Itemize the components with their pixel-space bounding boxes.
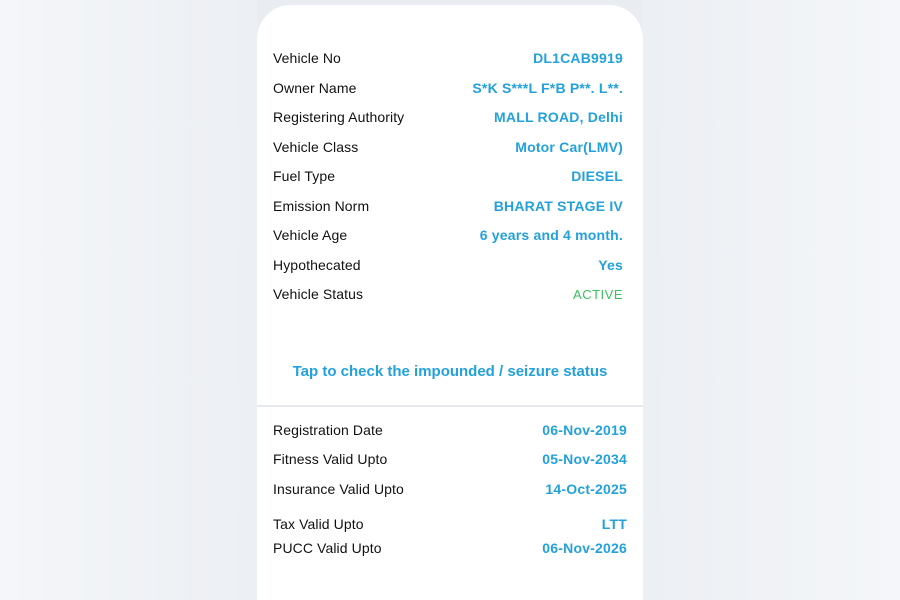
owner-name-row (273, 77, 623, 99)
vehicle-no-label: Vehicle No (273, 50, 341, 66)
vehicle-class-value: Motor Car(LMV) (515, 139, 623, 155)
emission-norm-label: Emission Norm (273, 198, 370, 214)
emission-norm-row (273, 195, 623, 217)
tax-valid-value: LTT (601, 516, 627, 532)
fuel-type-row (273, 165, 623, 187)
background-left (0, 0, 257, 600)
hypothecated-row (273, 254, 623, 276)
phone-screen (257, 0, 643, 600)
pucc-valid-value: 06-Nov-2026 (542, 540, 627, 556)
tax-valid-label: Tax Valid Upto (273, 516, 364, 532)
hypothecated-label: Hypothecated (273, 257, 361, 273)
fitness-valid-value: 05-Nov-2034 (542, 451, 627, 467)
vehicle-status-row (273, 283, 623, 305)
hypothecated-value: Yes (598, 257, 623, 273)
vehicle-age-label: Vehicle Age (273, 227, 348, 243)
pucc-valid-row (273, 537, 627, 559)
tax-valid-row (273, 513, 627, 535)
fuel-type-value: DIESEL (571, 168, 623, 184)
vehicle-status-badge: ACTIVE (573, 286, 623, 302)
registering-authority-label: Registering Authority (273, 109, 405, 125)
fitness-valid-label: Fitness Valid Upto (273, 451, 388, 467)
insurance-valid-row (273, 478, 627, 500)
fuel-type-label: Fuel Type (273, 168, 336, 184)
owner-name-label: Owner Name (273, 80, 357, 96)
insurance-valid-label: Insurance Valid Upto (273, 481, 404, 497)
background-right (643, 0, 900, 600)
pucc-valid-label: PUCC Valid Upto (273, 540, 382, 556)
seizure-status-link[interactable]: Tap to check the impounded / seizure status (292, 363, 608, 380)
owner-name-value: S*K S***L F*B P**. L**. (472, 80, 623, 96)
registration-date-label: Registration Date (273, 422, 383, 438)
registering-authority-row (273, 106, 623, 128)
vehicle-no-row (273, 47, 623, 69)
section-divider (257, 405, 643, 407)
vehicle-status-label: Vehicle Status (273, 286, 364, 302)
fitness-valid-row (273, 448, 627, 470)
registration-date-row (273, 419, 627, 441)
vehicle-age-row (273, 224, 623, 246)
vehicle-class-label: Vehicle Class (273, 139, 359, 155)
registration-date-value: 06-Nov-2019 (542, 422, 627, 438)
vehicle-age-value: 6 years and 4 month. (479, 227, 623, 243)
vehicle-no-value: DL1CAB9919 (533, 50, 623, 66)
vehicle-details-card (257, 5, 643, 600)
registering-authority-value: MALL ROAD, Delhi (494, 109, 623, 125)
insurance-valid-value: 14-Oct-2025 (545, 481, 627, 497)
vehicle-class-row (273, 136, 623, 158)
emission-norm-value: BHARAT STAGE IV (493, 198, 623, 214)
